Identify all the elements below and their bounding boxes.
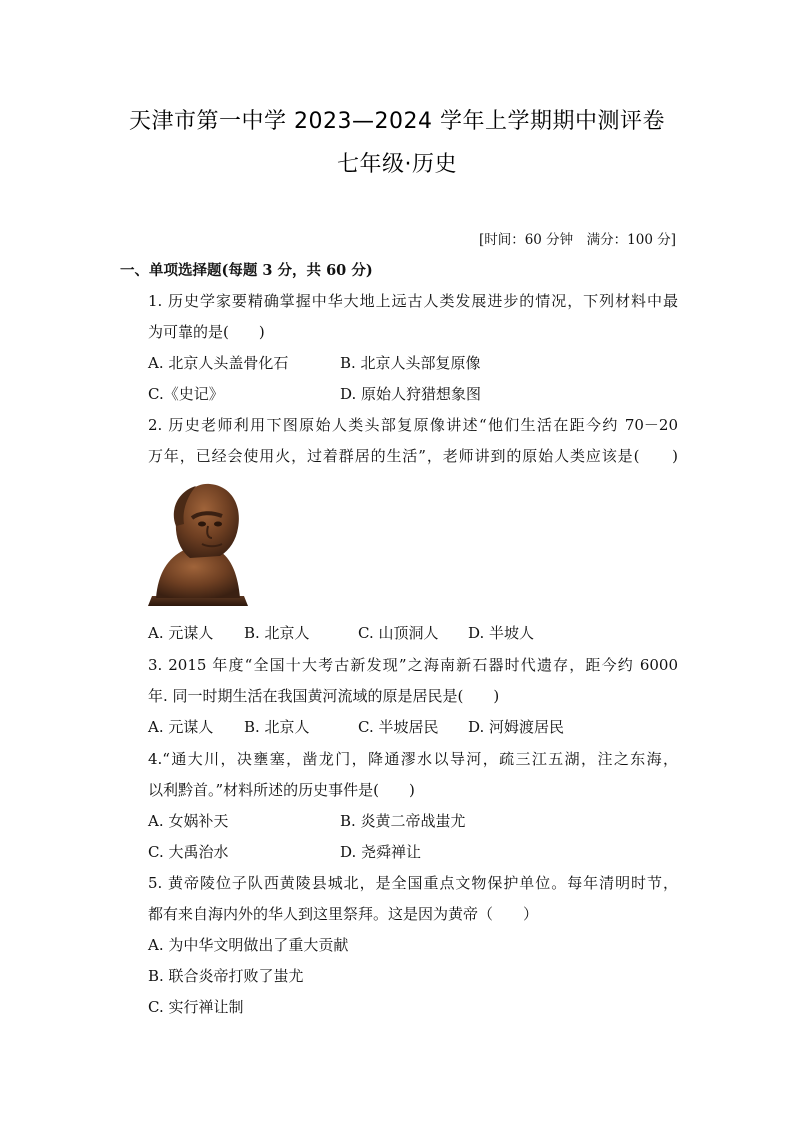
question-2-option-c[interactable]: C. 山顶洞人 — [358, 624, 439, 642]
question-2-option-d[interactable]: D. 半坡人 — [468, 624, 535, 642]
peking-man-bust-image — [146, 478, 250, 610]
section-heading: 一、单项选择题(每题 3 分，共 60 分) — [120, 262, 373, 279]
question-3-option-c[interactable]: C. 半坡居民 — [358, 718, 439, 736]
question-5-option-a[interactable]: A. 为中华文明做出了重大贡献 — [148, 936, 349, 954]
question-5-option-b[interactable]: B. 联合炎帝打败了蚩尤 — [148, 967, 304, 985]
question-5-option-c[interactable]: C. 实行禅让制 — [148, 998, 244, 1016]
question-3-option-d[interactable]: D. 河姆渡居民 — [468, 718, 565, 736]
question-3-option-b[interactable]: B. 北京人 — [244, 718, 310, 736]
question-2-line-2: 万年，已经会使用火，过着群居的生活”，老师讲到的原始人类应该是( ) — [148, 447, 678, 465]
question-2-line-1: 2. 历史老师利用下图原始人类头部复原像讲述“他们生活在距今约 70－20 — [148, 416, 678, 434]
exam-meta: [时间：60 分钟 满分：100 分] — [478, 232, 676, 248]
question-1-option-c[interactable]: C.《史记》 — [148, 385, 224, 403]
question-3-option-a[interactable]: A. 元谋人 — [148, 718, 214, 736]
question-1-option-a[interactable]: A. 北京人头盖骨化石 — [148, 354, 289, 372]
question-1-line-1: 1. 历史学家要精确掌握中华大地上远古人类发展进步的情况，下列材料中最 — [148, 292, 678, 310]
exam-subtitle: 七年级·历史 — [337, 152, 457, 177]
question-3-line-2: 年. 同一时期生活在我国黄河流域的原是居民是( ) — [148, 687, 500, 705]
question-2-option-b[interactable]: B. 北京人 — [244, 624, 310, 642]
question-4-option-c[interactable]: C. 大禹治水 — [148, 843, 229, 861]
question-4-line-1: 4.“通大川，决壅塞，凿龙门，降通漻水以导河，疏三江五湖，注之东海， — [148, 750, 678, 768]
exam-title: 天津市第一中学 2023—2024 学年上学期期中测评卷 — [129, 109, 665, 134]
question-4-option-d[interactable]: D. 尧舜禅让 — [340, 843, 422, 861]
question-4-option-a[interactable]: A. 女娲补天 — [148, 812, 229, 830]
question-3-line-1: 3. 2015 年度“全国十大考古新发现”之海南新石器时代遗存，距今约 6000 — [148, 656, 678, 674]
question-4-line-2: 以利黔首。”材料所述的历史事件是( ) — [148, 781, 415, 799]
question-4-option-b[interactable]: B. 炎黄二帝战蚩尤 — [340, 812, 466, 830]
question-5-line-1: 5. 黄帝陵位子队西黄陵县城北，是全国重点文物保护单位。每年清明时节， — [148, 874, 678, 892]
question-5-line-2: 都有来自海内外的华人到这里祭拜。这是因为黄帝（ ） — [148, 905, 539, 923]
question-2-option-a[interactable]: A. 元谋人 — [148, 624, 214, 642]
question-1-option-d[interactable]: D. 原始人狩猎想象图 — [340, 385, 482, 403]
question-1-line-2: 为可靠的是( ) — [148, 323, 265, 341]
question-1-option-b[interactable]: B. 北京人头部复原像 — [340, 354, 481, 372]
